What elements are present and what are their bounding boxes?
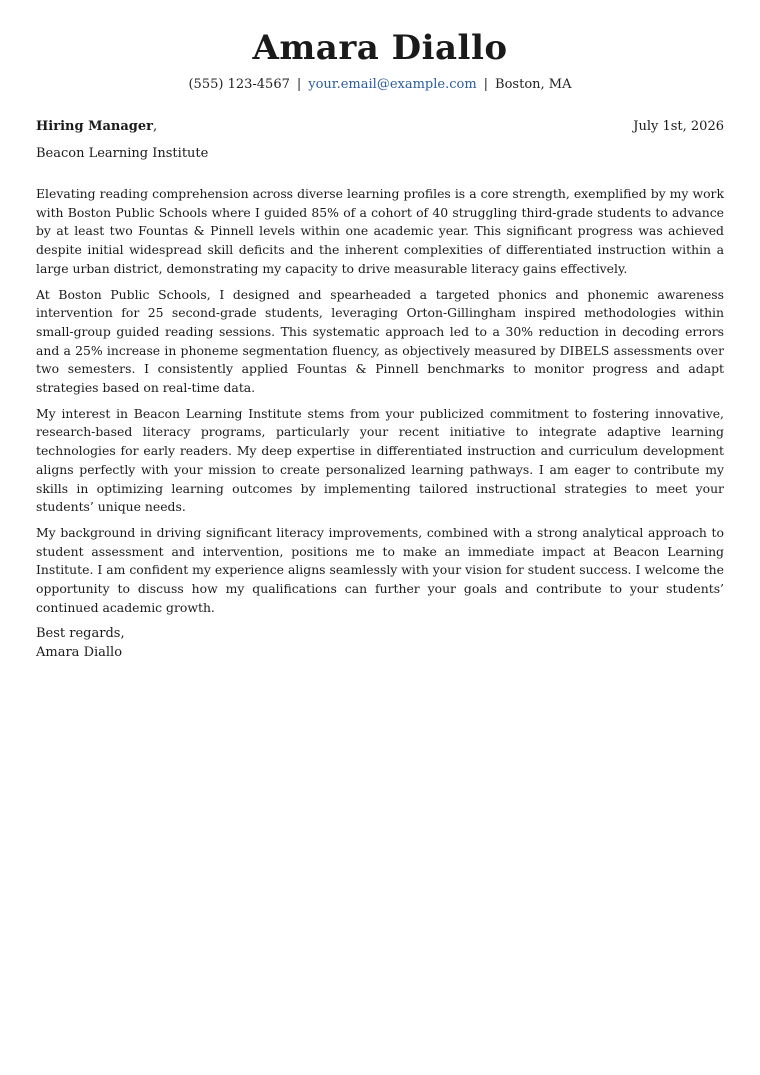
recipient-organization: Beacon Learning Institute [36,146,209,161]
contact-separator: | [483,77,489,92]
body-paragraph: My interest in Beacon Learning Institute stems from your publicized commitment to fostering innovative, research-based literacy programs, particularly your recent initiative to integrate adaptive learning technologies for early readers. My deep expertise in differentiated instruction and curriculum development aligns perfectly with your mission to create personalized learning pathways. I am eager to contribute my skills in optimizing learning outcomes by implementing tailored instructional strategies to meet your students’ unique needs. [36,405,724,515]
recipient-date-row [36,118,724,136]
email-link[interactable]: your.email@example.com [308,77,477,92]
body-paragraph: Elevating reading comprehension across diverse learning profiles is a core strength, exemplified by my work with Boston Public Schools where I guided 85% of a cohort of 40 struggling third-grade students to advance by at least two Fountas & Pinnell levels within one academic year. This significant progress was achieved despite initial widespread skill deficits and the inherent complexities of differentiated instruction within a large urban district, demonstrating my capacity to drive measurable literacy gains effectively. [36,186,724,276]
applicant-name: Amara Diallo [252,28,508,68]
signature-name: Amara Diallo [36,644,123,660]
recipient-name: Hiring Manager [36,119,153,134]
recipient-line [36,118,157,136]
letter-date: July 1st, 2026 [633,119,724,134]
contact-line [36,76,724,94]
body-paragraph: At Boston Public Schools, I designed and spearheaded a targeted phonics and phonemic awareness intervention for 25 second-grade students, leveraging Orton-Gillingham inspired methodologies within small-group guided reading sessions. This systematic approach led to a 30% reduction in decoding errors and a 25% increase in phoneme segmentation fluency, as objectively measured by DIBELS assessments over two semesters. I consistently applied Fountas & Pinnell benchmarks to monitor progress and adapt strategies based on real-time data. [36,286,724,396]
closing-salutation: Best regards, [36,626,125,642]
location: Boston, MA [495,77,572,92]
phone-number: (555) 123-4567 [188,77,290,92]
contact-separator: | [296,77,302,92]
body-paragraph: My background in driving significant literacy improvements, combined with a strong analytical approach to student assessment and intervention, positions me to make an immediate impact at Beacon Learning Institute. I am confident my experience aligns seamlessly with your vision for student success. I welcome the opportunity to discuss how my qualifications can further your goals and contribute to your students’ continued academic growth. [36,524,724,615]
letter-body [36,185,724,617]
closing-block [36,625,724,662]
recipient-name-suffix: , [152,119,158,134]
